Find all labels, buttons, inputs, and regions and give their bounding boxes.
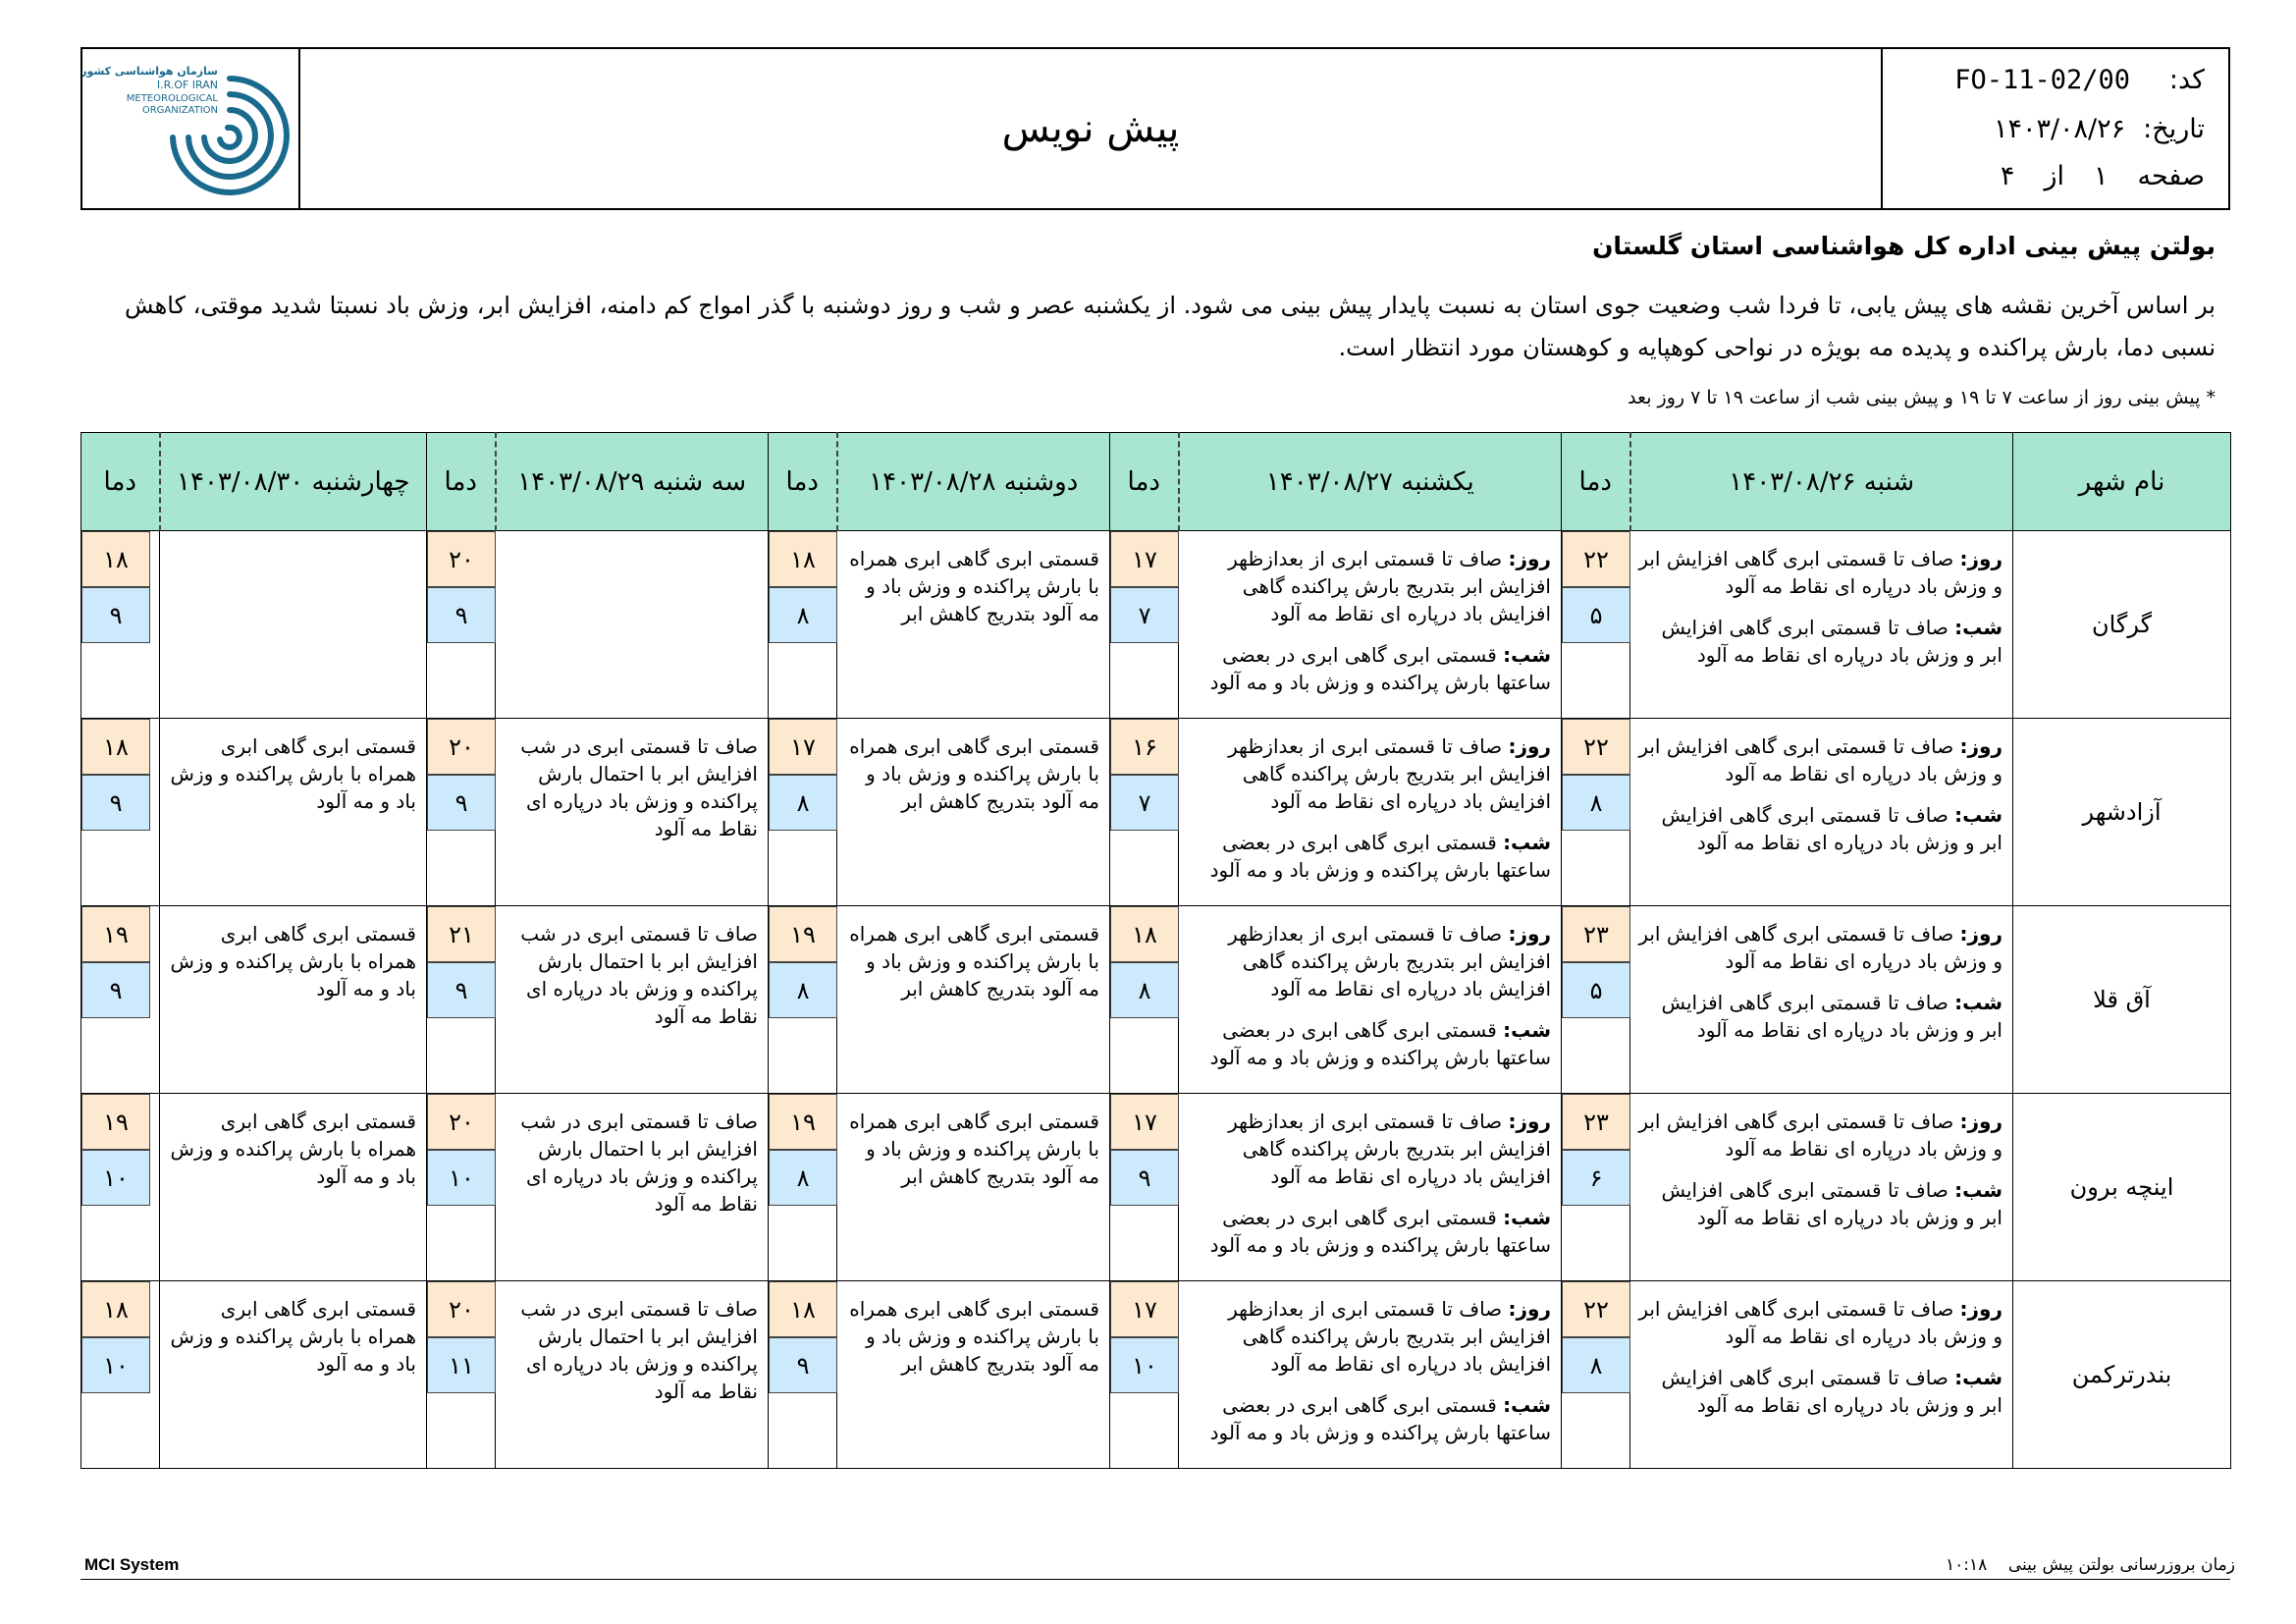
day-label: روز: [1508, 734, 1551, 758]
document-header [80, 47, 2230, 210]
table-row [81, 531, 2231, 719]
meteorological-organization-logo [82, 49, 300, 208]
code-label: کد: [2168, 65, 2205, 95]
day-5-temps [81, 1094, 160, 1281]
min-temp: ۸ [769, 775, 837, 831]
day-1-forecast [1630, 1094, 2013, 1281]
bulletin-title: بولتن پیش بینی اداره کل هواشناسی استان گلستان [1592, 232, 2216, 260]
day-forecast [1187, 732, 1551, 815]
day-5-forecast: قسمتی ابری گاهی ابری همراه با بارش پراکنده و وزش باد و مه آلود [160, 1094, 427, 1281]
day-forecast [1187, 920, 1551, 1002]
max-temp: ۲۰ [427, 531, 496, 587]
day-forecast-text: صاف تا قسمتی ابری از بعدازظهر افزایش ابر بتدریج بارش پراکنده گاهی افزایش باد درپاره ای نقاط مه آلود [1228, 1297, 1551, 1376]
day-label: روز: [1959, 922, 2002, 946]
day-4-forecast: صاف تا قسمتی ابری در شب افزایش ابر با احتمال بارش پراکنده و وزش باد درپاره ای نقاط مه آلود [496, 906, 769, 1094]
night-forecast [1187, 1204, 1551, 1259]
day-forecast-text: صاف تا قسمتی ابری گاهی افزایش ابر و وزش باد درپاره ای نقاط مه آلود [1638, 734, 2002, 785]
day-5-forecast: قسمتی ابری گاهی ابری همراه با بارش پراکنده و وزش باد و مه آلود [160, 719, 427, 906]
night-forecast-text: قسمتی ابری گاهی ابری در بعضی ساعتها بارش پراکنده و وزش باد و مه آلود [1209, 831, 1551, 882]
day-forecast-text: صاف تا قسمتی ابری از بعدازظهر افزایش ابر بتدریج بارش پراکنده گاهی افزایش باد درپاره ای نقاط مه آلود [1228, 734, 1551, 813]
day-2-forecast [1179, 1281, 1562, 1469]
day-3-temps [769, 719, 837, 906]
temp-column-header: دما [1110, 433, 1179, 531]
temp-column-header: دما [1562, 433, 1630, 531]
day-4-header: سه شنبه ۱۴۰۳/۰۸/۲۹ [496, 433, 769, 531]
temp-column-header: دما [427, 433, 496, 531]
day-label: روز: [1508, 1297, 1551, 1321]
night-forecast-text: صاف تا قسمتی ابری گاهی افزایش ابر و وزش باد درپاره ای نقاط مه آلود [1661, 991, 2002, 1042]
min-temp: ۱۰ [427, 1150, 496, 1206]
day-4-temps [427, 719, 496, 906]
min-temp: ۹ [769, 1337, 837, 1393]
day-2-temps [1110, 1094, 1179, 1281]
day-3-forecast: قسمتی ابری گاهی ابری همراه با بارش پراکنده و وزش باد و مه آلود بتدریج کاهش ابر [837, 531, 1110, 719]
day-forecast-text: صاف تا قسمتی ابری گاهی افزایش ابر و وزش باد درپاره ای نقاط مه آلود [1638, 1297, 2002, 1348]
day-2-temps [1110, 719, 1179, 906]
night-forecast [1638, 1176, 2002, 1231]
day-2-forecast [1179, 906, 1562, 1094]
night-label: شب: [1954, 1366, 2002, 1389]
day-label: روز: [1959, 1110, 2002, 1133]
min-temp: ۸ [769, 962, 837, 1018]
day-2-temps [1110, 1281, 1179, 1469]
min-temp: ۸ [1562, 775, 1630, 831]
city-name: اینچه برون [2013, 1094, 2231, 1281]
city-name: آق قلا [2013, 906, 2231, 1094]
day-forecast-text: صاف تا قسمتی ابری گاهی افزایش ابر و وزش باد درپاره ای نقاط مه آلود [1638, 922, 2002, 973]
min-temp: ۹ [427, 962, 496, 1018]
min-temp: ۵ [1562, 587, 1630, 643]
day-1-temps [1562, 906, 1630, 1094]
city-name: گرگان [2013, 531, 2231, 719]
day-3-forecast: قسمتی ابری گاهی ابری همراه با بارش پراکنده و وزش باد و مه آلود بتدریج کاهش ابر [837, 906, 1110, 1094]
max-temp: ۱۸ [81, 719, 150, 775]
max-temp: ۲۱ [427, 906, 496, 962]
min-temp: ۵ [1562, 962, 1630, 1018]
logo-text-en-1: I.R.OF IRAN [156, 79, 218, 91]
day-2-forecast [1179, 531, 1562, 719]
table-row [81, 906, 2231, 1094]
day-forecast [1638, 1108, 2002, 1163]
max-temp: ۱۹ [769, 906, 837, 962]
update-label: زمان بروزرسانی بولتن پیش بینی [2007, 1555, 2235, 1575]
day-forecast [1187, 1108, 1551, 1190]
max-temp: ۱۹ [769, 1094, 837, 1150]
min-temp: ۹ [81, 775, 150, 831]
day-1-forecast [1630, 719, 2013, 906]
day-4-temps [427, 1094, 496, 1281]
day-1-temps [1562, 1281, 1630, 1469]
max-temp: ۲۳ [1562, 906, 1630, 962]
night-forecast [1638, 614, 2002, 669]
min-temp: ۹ [1110, 1150, 1179, 1206]
code-row [1954, 65, 2205, 95]
day-forecast [1187, 545, 1551, 627]
city-column-header: نام شهر [2013, 433, 2231, 531]
night-forecast [1638, 801, 2002, 856]
min-temp: ۸ [769, 1150, 837, 1206]
night-label: شب: [1503, 831, 1551, 854]
day-2-forecast [1179, 1094, 1562, 1281]
max-temp: ۱۸ [81, 1281, 150, 1337]
max-temp: ۲۰ [427, 1281, 496, 1337]
forecast-table [80, 432, 2231, 1469]
day-label: روز: [1508, 547, 1551, 570]
table-row [81, 1094, 2231, 1281]
day-4-forecast: صاف تا قسمتی ابری در شب افزایش ابر با احتمال بارش پراکنده و وزش باد درپاره ای نقاط مه آلود [496, 1281, 769, 1469]
night-forecast [1187, 641, 1551, 696]
page-label: صفحه [2137, 161, 2205, 191]
min-temp: ۷ [1110, 587, 1179, 643]
max-temp: ۲۳ [1562, 1094, 1630, 1150]
min-temp: ۸ [1110, 962, 1179, 1018]
max-temp: ۱۷ [1110, 1094, 1179, 1150]
day-3-temps [769, 531, 837, 719]
day-2-temps [1110, 531, 1179, 719]
min-temp: ۱۰ [81, 1150, 150, 1206]
update-time: ۱۰:۱۸ [1945, 1555, 1988, 1575]
footer-divider [80, 1579, 2230, 1580]
day-3-forecast: قسمتی ابری گاهی ابری همراه با بارش پراکنده و وزش باد و مه آلود بتدریج کاهش ابر [837, 1281, 1110, 1469]
day-1-forecast [1630, 531, 2013, 719]
date-row [1994, 114, 2205, 144]
day-label: روز: [1508, 1110, 1551, 1133]
logo-text-fa: سازمان هواشناسی کشور [82, 65, 218, 78]
min-temp: ۱۰ [81, 1337, 150, 1393]
document-meta [1883, 49, 2228, 208]
day-2-header: یکشنبه ۱۴۰۳/۰۸/۲۷ [1179, 433, 1562, 531]
day-1-temps [1562, 1094, 1630, 1281]
night-forecast [1187, 829, 1551, 884]
max-temp: ۱۹ [81, 1094, 150, 1150]
max-temp: ۱۸ [769, 1281, 837, 1337]
table-row [81, 719, 2231, 906]
temp-column-header: دما [81, 433, 160, 531]
city-name: بندرترکمن [2013, 1281, 2231, 1469]
day-forecast [1638, 920, 2002, 975]
day-label: روز: [1959, 1297, 2002, 1321]
day-forecast [1638, 545, 2002, 600]
day-4-forecast: صاف تا قسمتی ابری در شب افزایش ابر با احتمال بارش پراکنده و وزش باد درپاره ای نقاط مه آلود [496, 719, 769, 906]
day-5-header: چهارشنبه ۱۴۰۳/۰۸/۳۰ [160, 433, 427, 531]
date-label: تاریخ: [2143, 114, 2205, 144]
forecast-hours-note: * پیش بینی روز از ساعت ۷ تا ۱۹ و پیش بینی شب از ساعت ۱۹ تا ۷ روز بعد [1628, 387, 2216, 408]
min-temp: ۸ [769, 587, 837, 643]
day-5-temps [81, 906, 160, 1094]
min-temp: ۱۱ [427, 1337, 496, 1393]
night-forecast [1638, 1364, 2002, 1419]
max-temp: ۱۸ [769, 531, 837, 587]
min-temp: ۷ [1110, 775, 1179, 831]
date-value: ۱۴۰۳/۰۸/۲۶ [1993, 114, 2126, 144]
day-3-header: دوشنبه ۱۴۰۳/۰۸/۲۸ [837, 433, 1110, 531]
day-1-temps [1562, 719, 1630, 906]
day-forecast [1187, 1295, 1551, 1378]
logo-text-en-3: ORGANIZATION [141, 105, 218, 116]
day-forecast-text: صاف تا قسمتی ابری از بعدازظهر افزایش ابر بتدریج بارش پراکنده گاهی افزایش باد درپاره ای نقاط مه آلود [1228, 547, 1551, 625]
day-label: روز: [1959, 547, 2002, 570]
day-1-forecast [1630, 1281, 2013, 1469]
night-forecast [1187, 1016, 1551, 1071]
page-total: ۴ [2000, 161, 2015, 191]
bulletin-body: بر اساس آخرین نقشه های پیش یابی، تا فردا شب وضعیت جوی استان به نسبت پایدار پیش بینی می شود. از یکشنبه عصر و شب و روز دوشنبه با گذر امواج کم دامنه، افزایش ابر، وزش باد نسبتا شدید موقتی، کاهش نسبی دما، بارش پراکنده و پدیده مه بویژه در نواحی کوهپایه و کوهستان مورد انتظار است. [125, 292, 2216, 361]
night-label: شب: [1954, 803, 2002, 827]
day-5-temps [81, 719, 160, 906]
max-temp: ۱۷ [1110, 1281, 1179, 1337]
day-1-temps [1562, 531, 1630, 719]
day-forecast [1638, 732, 2002, 787]
max-temp: ۲۰ [427, 1094, 496, 1150]
day-forecast-text: صاف تا قسمتی ابری از بعدازظهر افزایش ابر بتدریج بارش پراکنده گاهی افزایش باد درپاره ای نقاط مه آلود [1228, 922, 1551, 1001]
day-forecast [1638, 1295, 2002, 1350]
day-4-temps [427, 906, 496, 1094]
night-label: شب: [1503, 1206, 1551, 1229]
night-label: شب: [1954, 616, 2002, 639]
min-temp: ۱۰ [1110, 1337, 1179, 1393]
max-temp: ۲۲ [1562, 1281, 1630, 1337]
page-row [2001, 161, 2205, 191]
day-3-forecast: قسمتی ابری گاهی ابری همراه با بارش پراکنده و وزش باد و مه آلود بتدریج کاهش ابر [837, 719, 1110, 906]
night-forecast [1638, 989, 2002, 1044]
max-temp: ۱۷ [1110, 531, 1179, 587]
day-3-temps [769, 1281, 837, 1469]
night-forecast-text: قسمتی ابری گاهی ابری در بعضی ساعتها بارش پراکنده و وزش باد و مه آلود [1209, 643, 1551, 694]
max-temp: ۱۶ [1110, 719, 1179, 775]
min-temp: ۹ [427, 587, 496, 643]
day-label: روز: [1959, 734, 2002, 758]
night-forecast-text: صاف تا قسمتی ابری گاهی افزایش ابر و وزش باد درپاره ای نقاط مه آلود [1661, 1366, 2002, 1417]
max-temp: ۲۲ [1562, 719, 1630, 775]
page-of: از [2044, 161, 2064, 191]
max-temp: ۲۰ [427, 719, 496, 775]
temp-column-header: دما [769, 433, 837, 531]
night-label: شب: [1503, 1393, 1551, 1417]
table-row [81, 1281, 2231, 1469]
night-label: شب: [1954, 1178, 2002, 1202]
day-forecast-text: صاف تا قسمتی ابری گاهی افزایش ابر و وزش باد درپاره ای نقاط مه آلود [1638, 547, 2002, 598]
min-temp: ۹ [81, 587, 150, 643]
day-forecast-text: صاف تا قسمتی ابری از بعدازظهر افزایش ابر بتدریج بارش پراکنده گاهی افزایش باد درپاره ای نقاط مه آلود [1228, 1110, 1551, 1188]
day-5-temps [81, 1281, 160, 1469]
max-temp: ۱۸ [1110, 906, 1179, 962]
day-2-temps [1110, 906, 1179, 1094]
day-5-forecast: قسمتی ابری گاهی ابری همراه با بارش پراکنده و وزش باد و مه آلود [160, 906, 427, 1094]
day-5-forecast [160, 531, 427, 719]
night-label: شب: [1503, 643, 1551, 667]
day-4-forecast: صاف تا قسمتی ابری در شب افزایش ابر با احتمال بارش پراکنده و وزش باد درپاره ای نقاط مه آلود [496, 1094, 769, 1281]
day-label: روز: [1508, 922, 1551, 946]
night-forecast-text: صاف تا قسمتی ابری گاهی افزایش ابر و وزش باد درپاره ای نقاط مه آلود [1661, 1178, 2002, 1229]
day-1-header: شنبه ۱۴۰۳/۰۸/۲۶ [1630, 433, 2013, 531]
footer-update [1946, 1555, 2235, 1575]
table-header-row [81, 433, 2231, 531]
day-4-forecast [496, 531, 769, 719]
page-number: ۱ [2093, 161, 2109, 191]
code-value: FO-11-02/00 [1954, 65, 2130, 95]
day-1-forecast [1630, 906, 2013, 1094]
max-temp: ۱۸ [81, 531, 150, 587]
min-temp: ۹ [81, 962, 150, 1018]
day-3-temps [769, 906, 837, 1094]
min-temp: ۸ [1562, 1337, 1630, 1393]
city-name: آزادشهر [2013, 719, 2231, 906]
night-label: شب: [1503, 1018, 1551, 1042]
logo-text-en-2: METEOROLOGICAL [126, 93, 218, 104]
max-temp: ۱۹ [81, 906, 150, 962]
night-forecast-text: صاف تا قسمتی ابری گاهی افزایش ابر و وزش باد درپاره ای نقاط مه آلود [1661, 803, 2002, 854]
day-4-temps [427, 531, 496, 719]
day-5-temps [81, 531, 160, 719]
day-3-temps [769, 1094, 837, 1281]
day-forecast-text: صاف تا قسمتی ابری گاهی افزایش ابر و وزش باد درپاره ای نقاط مه آلود [1638, 1110, 2002, 1161]
logo-cell [82, 49, 300, 208]
night-forecast-text: قسمتی ابری گاهی ابری در بعضی ساعتها بارش پراکنده و وزش باد و مه آلود [1209, 1206, 1551, 1257]
max-temp: ۲۲ [1562, 531, 1630, 587]
day-2-forecast [1179, 719, 1562, 906]
night-forecast-text: صاف تا قسمتی ابری گاهی افزایش ابر و وزش باد درپاره ای نقاط مه آلود [1661, 616, 2002, 667]
night-forecast-text: قسمتی ابری گاهی ابری در بعضی ساعتها بارش پراکنده و وزش باد و مه آلود [1209, 1393, 1551, 1444]
day-3-forecast: قسمتی ابری گاهی ابری همراه با بارش پراکنده و وزش باد و مه آلود بتدریج کاهش ابر [837, 1094, 1110, 1281]
day-5-forecast: قسمتی ابری گاهی ابری همراه با بارش پراکنده و وزش باد و مه آلود [160, 1281, 427, 1469]
max-temp: ۱۷ [769, 719, 837, 775]
night-forecast [1187, 1391, 1551, 1446]
min-temp: ۹ [427, 775, 496, 831]
night-label: شب: [1954, 991, 2002, 1014]
document-title: پیش نویس [300, 49, 1883, 208]
footer-system: MCI System [84, 1555, 180, 1574]
day-4-temps [427, 1281, 496, 1469]
night-forecast-text: قسمتی ابری گاهی ابری در بعضی ساعتها بارش پراکنده و وزش باد و مه آلود [1209, 1018, 1551, 1069]
min-temp: ۶ [1562, 1150, 1630, 1206]
